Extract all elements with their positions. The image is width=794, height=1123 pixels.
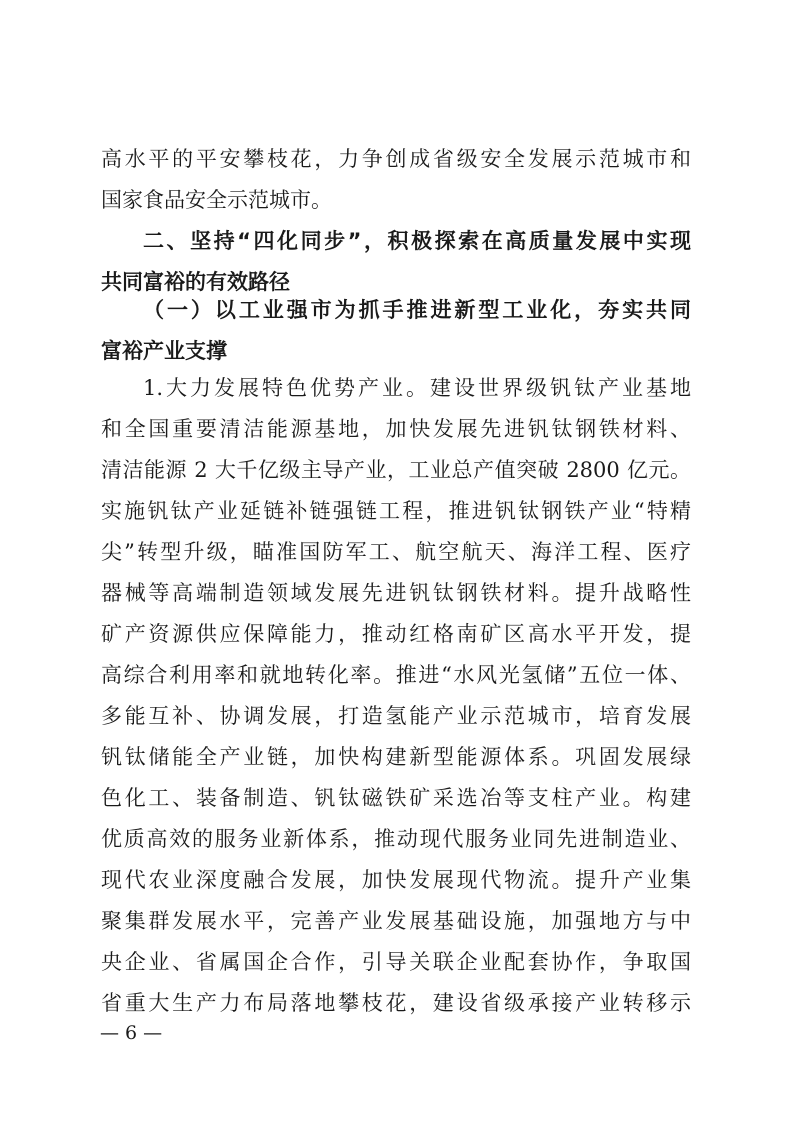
body-text-line: 钒钛储能全产业链，加快构建新型能源体系。巩固发展绿 bbox=[101, 745, 691, 769]
body-text-line: 1.大力发展特色优势产业。建设世界级钒钛产业基地 bbox=[143, 376, 691, 400]
body-text-line: 高水平的平安攀枝花，力争创成省级安全发展示范城市和 bbox=[101, 147, 691, 171]
body-text-line: 色化工、装备制造、钒钛磁铁矿采选冶等支柱产业。构建 bbox=[101, 786, 691, 810]
body-text-line: 矿产资源供应保障能力，推动红格南矿区高水平开发，提 bbox=[101, 622, 691, 646]
section-heading-line: 共同富裕的有效路径 bbox=[101, 270, 290, 294]
body-text-line: 国家食品安全示范城市。 bbox=[101, 188, 332, 212]
body-text-line: 优质高效的服务业新体系，推动现代服务业同先进制造业、 bbox=[101, 827, 691, 851]
body-text-line: 现代农业深度融合发展，加快发展现代物流。提升产业集 bbox=[101, 868, 691, 892]
subsection-heading-line: （一）以工业强市为抓手推进新型工业化，夯实共同 bbox=[143, 297, 691, 322]
body-text-line: 实施钒钛产业延链补链强链工程，推进钒钛钢铁产业“特精 bbox=[101, 499, 691, 523]
body-text-line: 多能互补、协调发展，打造氢能产业示范城市，培育发展 bbox=[101, 704, 691, 728]
body-text-line: 和全国重要清洁能源基地，加快发展先进钒钛钢铁材料、 bbox=[101, 417, 691, 441]
body-text-line: 央企业、省属国企合作，引导关联企业配套协作，争取国 bbox=[101, 950, 691, 974]
body-text-line: 聚集群发展水平，完善产业发展基础设施，加强地方与中 bbox=[101, 909, 691, 933]
body-text-line: 高综合利用率和就地转化率。推进“水风光氢储”五位一体、 bbox=[101, 663, 691, 687]
subsection-heading-line: 富裕产业支撑 bbox=[101, 338, 227, 363]
body-text-line: 清洁能源 2 大千亿级主导产业，工业总产值突破 2800 亿元。 bbox=[101, 458, 691, 482]
section-heading-line: 二、坚持“四化同步”，积极探索在高质量发展中实现 bbox=[143, 229, 691, 253]
body-text-line: 尖”转型升级，瞄准国防军工、航空航天、海洋工程、医疗 bbox=[101, 540, 691, 564]
page-number: — 6 — bbox=[100, 1022, 163, 1044]
body-text-line: 器械等高端制造领域发展先进钒钛钢铁材料。提升战略性 bbox=[101, 581, 691, 605]
body-text-line: 省重大生产力布局落地攀枝花，建设省级承接产业转移示 bbox=[101, 991, 691, 1015]
